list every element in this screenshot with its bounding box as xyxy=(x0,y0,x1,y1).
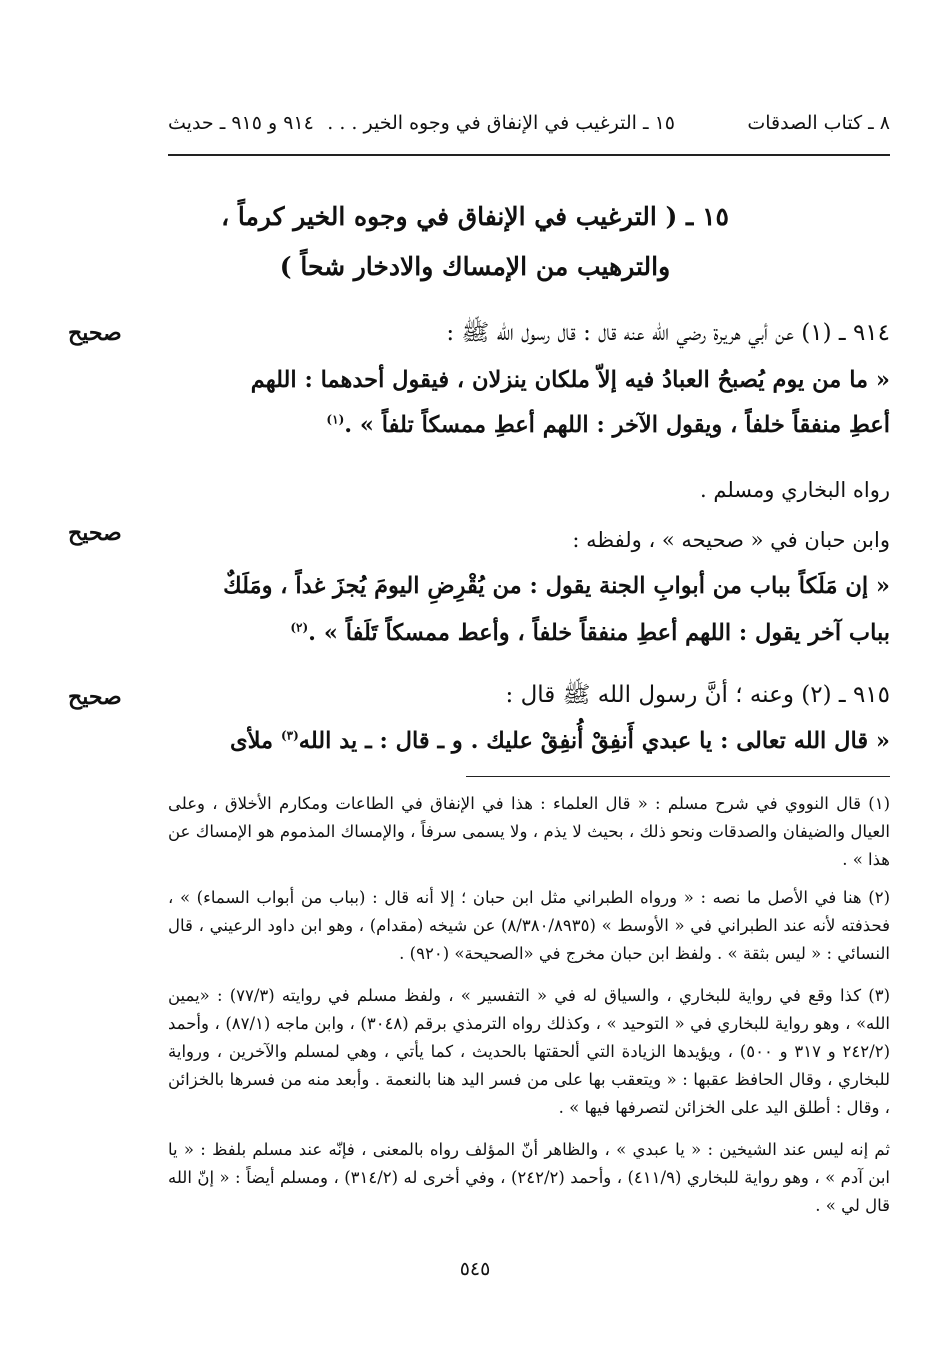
chapter-title-line2: والترهيب من الإمساك والادخار شحاً ) xyxy=(279,252,671,281)
footnote-3-continuation: ثم إنه ليس عند الشيخين : « يا عبدي » ، والظاهر أنّ المؤلف رواه بالمعنى ، فإنّه عند مسلم بلفظ : « يا ابن آدم » ، وهو رواية للبخاري (٤١١/٩) ، وأحمد (٢٤٢/٢) ، وفي أخرى له (٣١٤/٢) ، ومسلم أيضاً : « إنّ الله قال لي » . xyxy=(168,1140,890,1215)
grade-label: صحيح xyxy=(68,520,122,546)
footnote-1: (١) قال النووي في شرح مسلم : « قال العلماء : هذا في الإنفاق في الطاعات ومكارم الأخلاق ، وعلى العيال والضيفان والصدقات ونحو ذلك ، بحيث لا يذم ، ولا يسمى سرفاً ، والإمساك المذموم هو الإمساك عن هذا » . xyxy=(168,794,890,869)
hadith-914-text-line1: « ما من يوم يُصبحُ العبادُ فيه إلاّ ملكان ينزلان ، فيقول أحدهما : اللهم xyxy=(250,367,890,393)
hadith-914-ibn-hibban: وابن حبان في « صحيحه » ، ولفظه : xyxy=(572,528,890,552)
hadith-914-text2-line2 xyxy=(168,620,890,646)
footnote-2: (٢) هنا في الأصل ما نصه : « ورواه الطبراني مثل ابن حبان ؛ إلا أنه قال : (بباب من أبواب السماء) » ، فحذفته لأنه عند الطبراني في « الأوسط » (٨/٣٨٠/٨٩٣٥) عن شيخه (مقدام) ، وهو ابن داود الرعيني ، قال النسائي : « ليس بثقة » . ولفظ ابن حبان مخرج في «الصحيحة» (٩٢٠) . xyxy=(168,888,890,963)
grade-label: صحيح xyxy=(68,320,122,346)
hadith-915-intro: ٩١٥ ـ (٢) وعنه ؛ أنَّ رسول الله ﷺ قال : xyxy=(505,682,890,708)
hadith-915-text-body: « قال الله تعالى : يا عبدي أَنفِقْ أُنفِقْ عليك . و ـ قال : ـ يد الله xyxy=(298,728,890,754)
hadith-914-narration: رواه البخاري ومسلم . xyxy=(700,478,890,502)
chapter-title-line1: ١٥ ـ ( الترغيب في الإنفاق في وجوه الخير كرماً ، xyxy=(221,202,729,231)
hadith-914-text-line2-body: أعطِ منفقاً خلفاً ، ويقول الآخر : اللهم أعطِ ممسكاً تلفاً » . xyxy=(344,412,890,438)
hadith-915-text-end: ملأى xyxy=(230,728,274,754)
footnote-ref-3: (٣) xyxy=(280,728,299,743)
page-number: ٥٤٥ xyxy=(459,1258,491,1280)
hadith-914-text2-line2-body: بباب آخر يقول : اللهم أعطِ منفقاً خلفاً ، وأعط ممسكاً تَلَفاً » . xyxy=(308,620,890,646)
header-book-title: ٨ ـ كتاب الصدقات xyxy=(747,112,890,134)
hadith-915-text-line1 xyxy=(168,728,890,754)
footnote-ref-2: (٢) xyxy=(290,620,309,635)
footnote-rule xyxy=(466,776,890,777)
header-rule xyxy=(168,154,890,156)
header-chapter-title: ١٥ ـ الترغيب في الإنفاق في وجوه الخير . . . xyxy=(327,112,675,134)
hadith-914-text-line2 xyxy=(168,412,890,438)
hadith-914-text2-line1: « إن مَلَكاً بباب من أبوابِ الجنة يقول : من يُقْرِضِ اليومَ يُجزَ غداً ، ومَلَكٌ xyxy=(223,573,890,599)
grade-label: صحيح xyxy=(68,684,122,710)
running-header xyxy=(168,112,890,142)
footnote-3: (٣) كذا وقع في رواية للبخاري ، والسياق له في « التفسير » ، ولفظ مسلم في روايته (٧٧/٣) : «يمين الله» ، وهو رواية للبخاري في « التوحيد » ، وكذلك رواه الترمذي برقم (٣٠٤٨) ، وابن ماجه (٨٧/١) ، وأحمد (٢٤٢/٢ و ٣١٧ و ٥٠٠) ، ويؤيدها الزيادة التي ألحقتها بالحديث ، كما يأتي ، وهي لمسلم والآخرين ، ورواية للبخاري ، وقال الحافظ عقبها : « ويتعقب بها على من فسر اليد هنا بالنعمة . وأبعد منه من فسرها بالخزائن ، وقال : أطلق اليد على الخزائن لتصرفها فيها » . xyxy=(168,986,890,1117)
hadith-914-intro: ٩١٤ ـ (١) عن أبي هريرة رضي الله عنه قال : قال رسول الله ﷺ : xyxy=(446,320,890,346)
header-hadith-range: ٩١٤ و ٩١٥ ـ حديث xyxy=(168,112,314,134)
footnote-ref-1: (١) xyxy=(326,412,345,427)
